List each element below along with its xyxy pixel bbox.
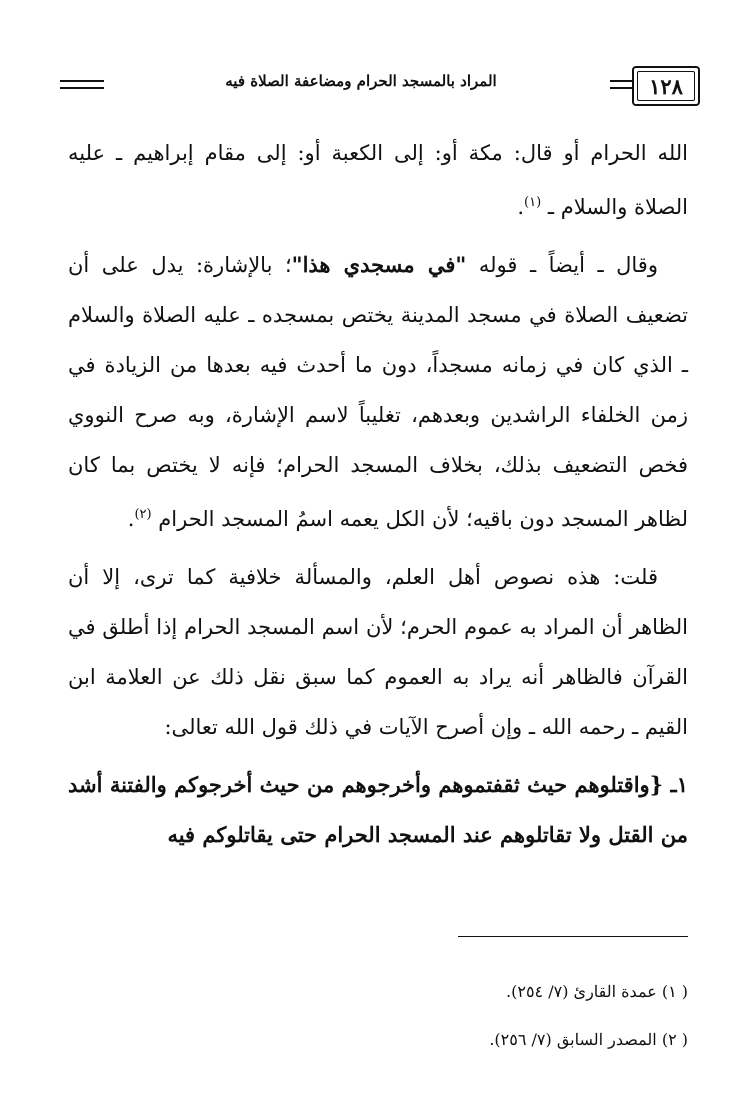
- quran-verse: ١ـ {واقتلوهم حيث ثقفتموهم وأخرجوهم من حيث أخرجوكم والفتنة أشد من القتل ولا تقاتلوهم عند المسجد الحرام حتى يقاتلوكم فيه: [68, 772, 688, 847]
- footnote-separator: [458, 936, 688, 937]
- page-number: [632, 66, 700, 106]
- paragraph-1-text: الله الحرام أو قال: مكة أو: إلى الكعبة أو: إلى مقام إبراهيم ـ عليه الصلاة والسلام ـ: [68, 141, 688, 219]
- paragraph-1: الله الحرام أو قال: مكة أو: إلى الكعبة أو: إلى مقام إبراهيم ـ عليه الصلاة والسلام ـ $^{(١)}$.: [68, 141, 688, 219]
- footnotes: [68, 968, 688, 1064]
- main-text: [68, 128, 688, 868]
- paragraph-2-text-a: وقال ـ أيضاً ـ قوله: [466, 253, 658, 277]
- footnote-1: ( ١) عمدة القارئ (٧/ ٢٥٤).: [506, 982, 688, 1001]
- paragraph-3: قلت: هذه نصوص أهل العلم، والمسألة خلافية كما ترى، إلا أن الظاهر أن المراد به عموم الحرم؛ لأن اسم المسجد الحرام إذا أطلق في القرآن فالظاهر أنه يراد به العموم كما سبق نقل ذلك عن العلامة ابن القيم ـ رحمه الله ـ وإن أصرح الآيات في ذلك قول الله تعالى:: [68, 565, 688, 739]
- hadith-quote: "في مسجدي هذا": [291, 252, 467, 277]
- page-header: [60, 66, 700, 108]
- header-rule-left-top: [60, 80, 104, 82]
- footnote-ref-2: (٢): [134, 507, 152, 522]
- footnote-2: ( ٢) المصدر السابق (٧/ ٢٥٦).: [489, 1030, 688, 1049]
- footnote-ref-1: (١): [524, 195, 542, 210]
- page-number-text: ١٢٨: [649, 73, 683, 99]
- paragraph-2-text-b: ؛ بالإشارة: يدل على أن تضعيف الصلاة في مسجد المدينة يختص بمسجده ـ عليه الصلاة والسلام ـ الذي كان في زمانه مسجداً، دون ما أحدث فيه بعدها من الزيادة في زمن الخلفاء الراشدين وبعدهم، تغليباً لاسم الإشارة، وبه صرح النووي فخص التضعيف بذلك، بخلاف المسجد الحرام؛ فإنه لا يختص بما كان لظاهر المسجد دون باقيه؛ لأن الكل يعمه اسمُ المسجد الحرام: [68, 253, 688, 531]
- running-title: المراد بالمسجد الحرام ومضاعفة الصلاة فيه: [112, 72, 610, 90]
- header-rule-left-bottom: [60, 87, 104, 89]
- paragraph-2: وقال ـ أيضاً ـ قوله "في مسجدي هذا"؛ بالإشارة: يدل على أن تضعيف الصلاة في مسجد المدينة يختص بمسجده ـ عليه الصلاة والسلام ـ الذي كان في زمانه مسجداً، دون ما أحدث فيه بعدها من الزيادة في زمن الخلفاء الراشدين وبعدهم، تغليباً لاسم الإشارة، وبه صرح النووي فخص التضعيف بذلك، بخلاف المسجد الحرام؛ فإنه لا يختص بما كان لظاهر المسجد دون باقيه؛ لأن الكل يعمه اسمُ المسجد الحرام $^{(٢)}$.: [68, 252, 688, 531]
